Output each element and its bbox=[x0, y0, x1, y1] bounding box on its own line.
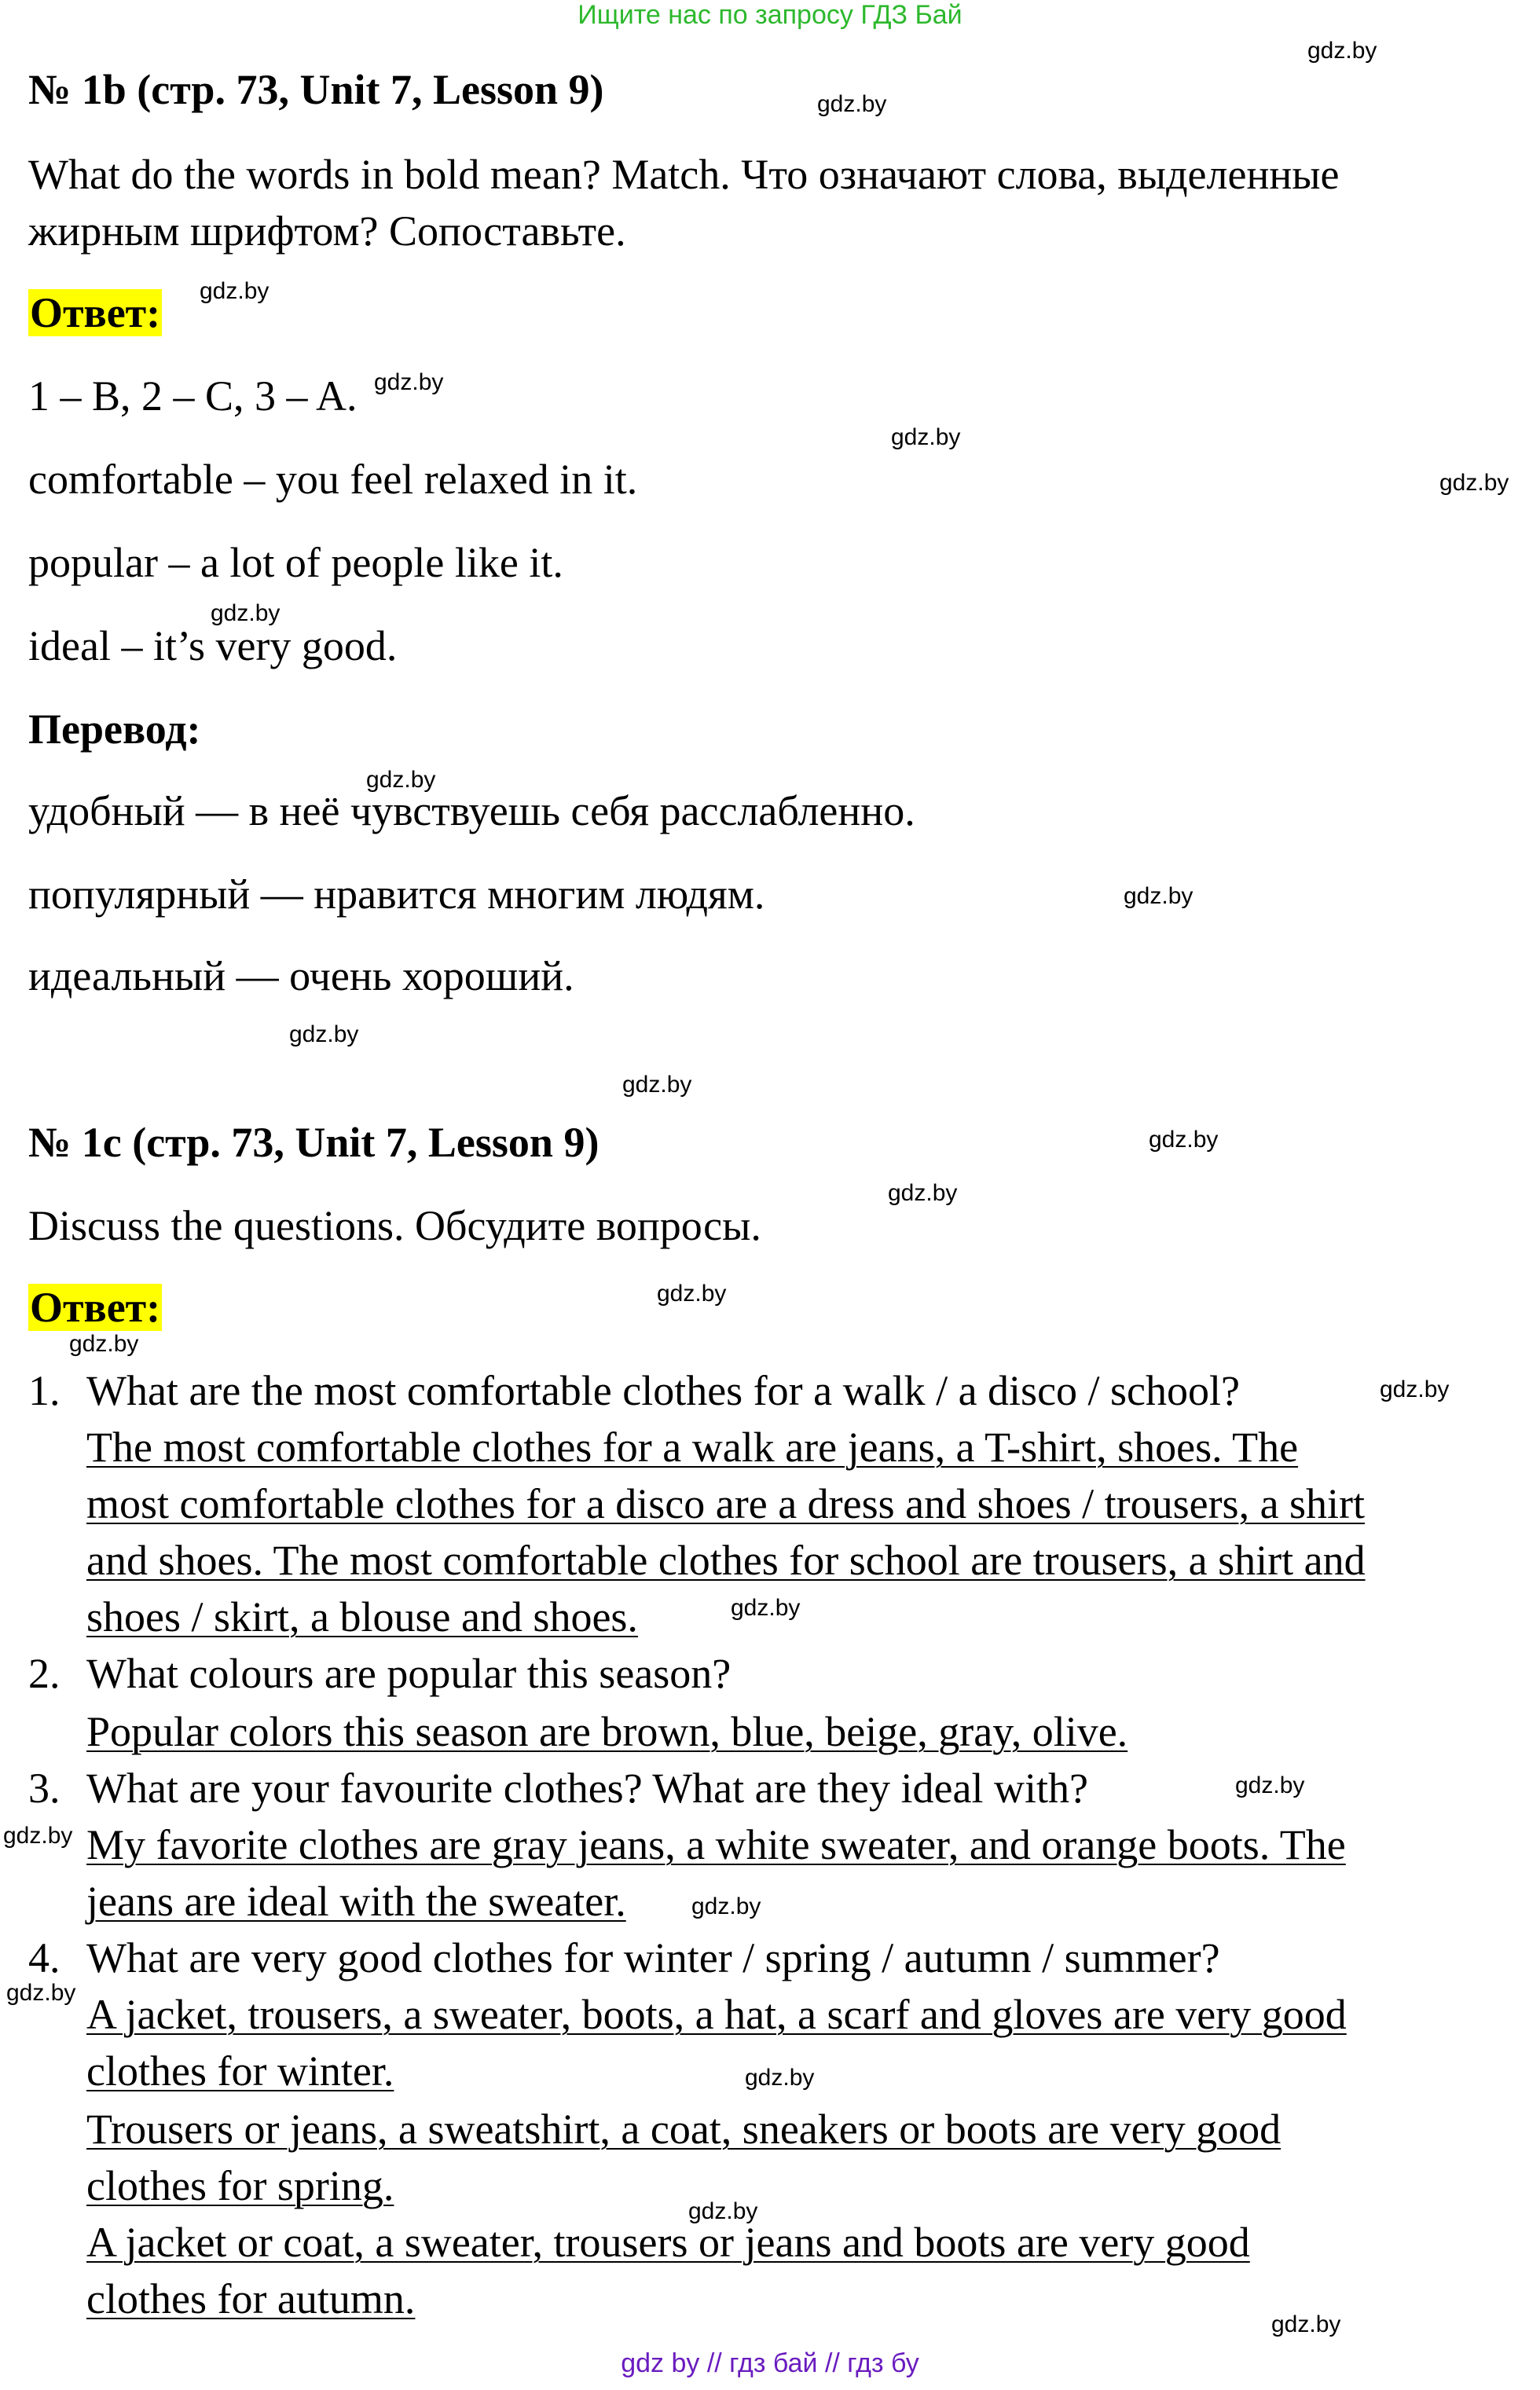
item-4-answer-line-3: Trousers or jeans, a sweatshirt, a coat, sneakers or boots are very good bbox=[86, 2106, 1282, 2153]
top-banner: Ищите нас по запросу ГДЗ Бай bbox=[578, 0, 962, 30]
watermark: gdz.by bbox=[657, 1281, 727, 1307]
watermark: gdz.by bbox=[1149, 1127, 1219, 1153]
item-4-answer-line-6: clothes for autumn. bbox=[86, 2275, 416, 2322]
watermark: gdz.by bbox=[888, 1180, 958, 1206]
watermark: gdz.by bbox=[3, 1823, 73, 1849]
item-4-question: What are very good clothes for winter / spring / autumn / summer? bbox=[86, 1934, 1220, 1981]
watermark: gdz.by bbox=[69, 1331, 139, 1357]
watermark: gdz.by bbox=[6, 1980, 76, 2006]
item-4-answer-line-5: A jacket or coat, a sweater, trousers or jeans and boots are very good bbox=[86, 2219, 1250, 2266]
item-4-answer-line-1: A jacket, trousers, a sweater, boots, a hat, a scarf and gloves are very good bbox=[86, 1991, 1347, 2038]
item-2-question: What colours are popular this season? bbox=[86, 1650, 732, 1697]
item-1-answer-line-3: and shoes. The most comfortable clothes for school are trousers, a shirt and bbox=[86, 1537, 1366, 1584]
watermark: gdz.by bbox=[622, 1072, 692, 1098]
translation-label: Перевод: bbox=[28, 706, 201, 753]
item-4-answer-line-2: clothes for winter. bbox=[86, 2047, 394, 2095]
exercise-1c-task: Discuss the questions. Обсудите вопросы. bbox=[28, 1202, 761, 1249]
watermark: gdz.by bbox=[817, 91, 887, 117]
watermark: gdz.by bbox=[366, 767, 436, 793]
exercise-1b-heading: № 1b (стр. 73, Unit 7, Lesson 9) bbox=[28, 66, 604, 113]
exercise-1b-answer-key: 1 – B, 2 – C, 3 – A. bbox=[28, 372, 358, 420]
watermark: gdz.by bbox=[1235, 1772, 1305, 1798]
watermark: gdz.by bbox=[1271, 2311, 1341, 2337]
watermark: gdz.by bbox=[289, 1021, 359, 1047]
translation-comfortable: удобный — в неё чувствуешь себя расслабленно. bbox=[28, 787, 915, 834]
watermark: gdz.by bbox=[891, 424, 961, 450]
definition-ideal: ideal – it’s very good. bbox=[28, 622, 398, 669]
translation-popular: популярный — нравится многим людям. bbox=[28, 871, 765, 918]
exercise-1b-answer-label: Ответ: bbox=[30, 289, 161, 336]
watermark: gdz.by bbox=[731, 1595, 801, 1621]
item-3-number: 3. bbox=[28, 1765, 60, 1812]
watermark: gdz.by bbox=[200, 278, 270, 304]
exercise-1b-task-line-1: What do the words in bold mean? Match. Что означают слова, выделенные bbox=[28, 151, 1340, 198]
watermark: gdz.by bbox=[374, 369, 444, 395]
watermark: gdz.by bbox=[745, 2065, 815, 2091]
item-1-question: What are the most comfortable clothes for a walk / a disco / school? bbox=[86, 1367, 1240, 1414]
item-1-answer-line-4: shoes / skirt, a blouse and shoes. bbox=[86, 1593, 638, 1640]
watermark: gdz.by bbox=[1307, 38, 1377, 64]
exercise-1c-answer-label: Ответ: bbox=[30, 1284, 161, 1331]
watermark: gdz.by bbox=[688, 2198, 758, 2224]
translation-ideal: идеальный — очень хороший. bbox=[28, 952, 574, 999]
definition-popular: popular – a lot of people like it. bbox=[28, 539, 563, 586]
item-3-answer-line-2: jeans are ideal with the sweater. bbox=[86, 1878, 626, 1925]
item-1-number: 1. bbox=[28, 1367, 60, 1414]
watermark: gdz.by bbox=[691, 1893, 761, 1919]
item-1-answer-line-1: The most comfortable clothes for a walk are jeans, a T-shirt, shoes. The bbox=[86, 1424, 1299, 1471]
footer-links: gdz by // гдз бай // гдз бу bbox=[621, 2348, 919, 2378]
item-1-answer-line-2: most comfortable clothes for a disco are a dress and shoes / trousers, a shirt bbox=[86, 1480, 1366, 1527]
watermark: gdz.by bbox=[1439, 470, 1509, 496]
item-2-answer-line-1: Popular colors this season are brown, blue, beige, gray, olive. bbox=[86, 1708, 1128, 1755]
item-2-number: 2. bbox=[28, 1650, 60, 1697]
item-3-question: What are your favourite clothes? What are they ideal with? bbox=[86, 1765, 1088, 1812]
watermark: gdz.by bbox=[211, 600, 280, 626]
item-4-number: 4. bbox=[28, 1934, 60, 1981]
exercise-1b-task-line-2: жирным шрифтом? Сопоставьте. bbox=[28, 207, 626, 255]
definition-comfortable: comfortable – you feel relaxed in it. bbox=[28, 456, 638, 503]
watermark: gdz.by bbox=[1380, 1376, 1450, 1402]
exercise-1c-heading: № 1c (стр. 73, Unit 7, Lesson 9) bbox=[28, 1119, 600, 1166]
watermark: gdz.by bbox=[1124, 883, 1194, 909]
item-4-answer-line-4: clothes for spring. bbox=[86, 2162, 394, 2209]
item-3-answer-line-1: My favorite clothes are gray jeans, a white sweater, and orange boots. The bbox=[86, 1821, 1346, 1868]
